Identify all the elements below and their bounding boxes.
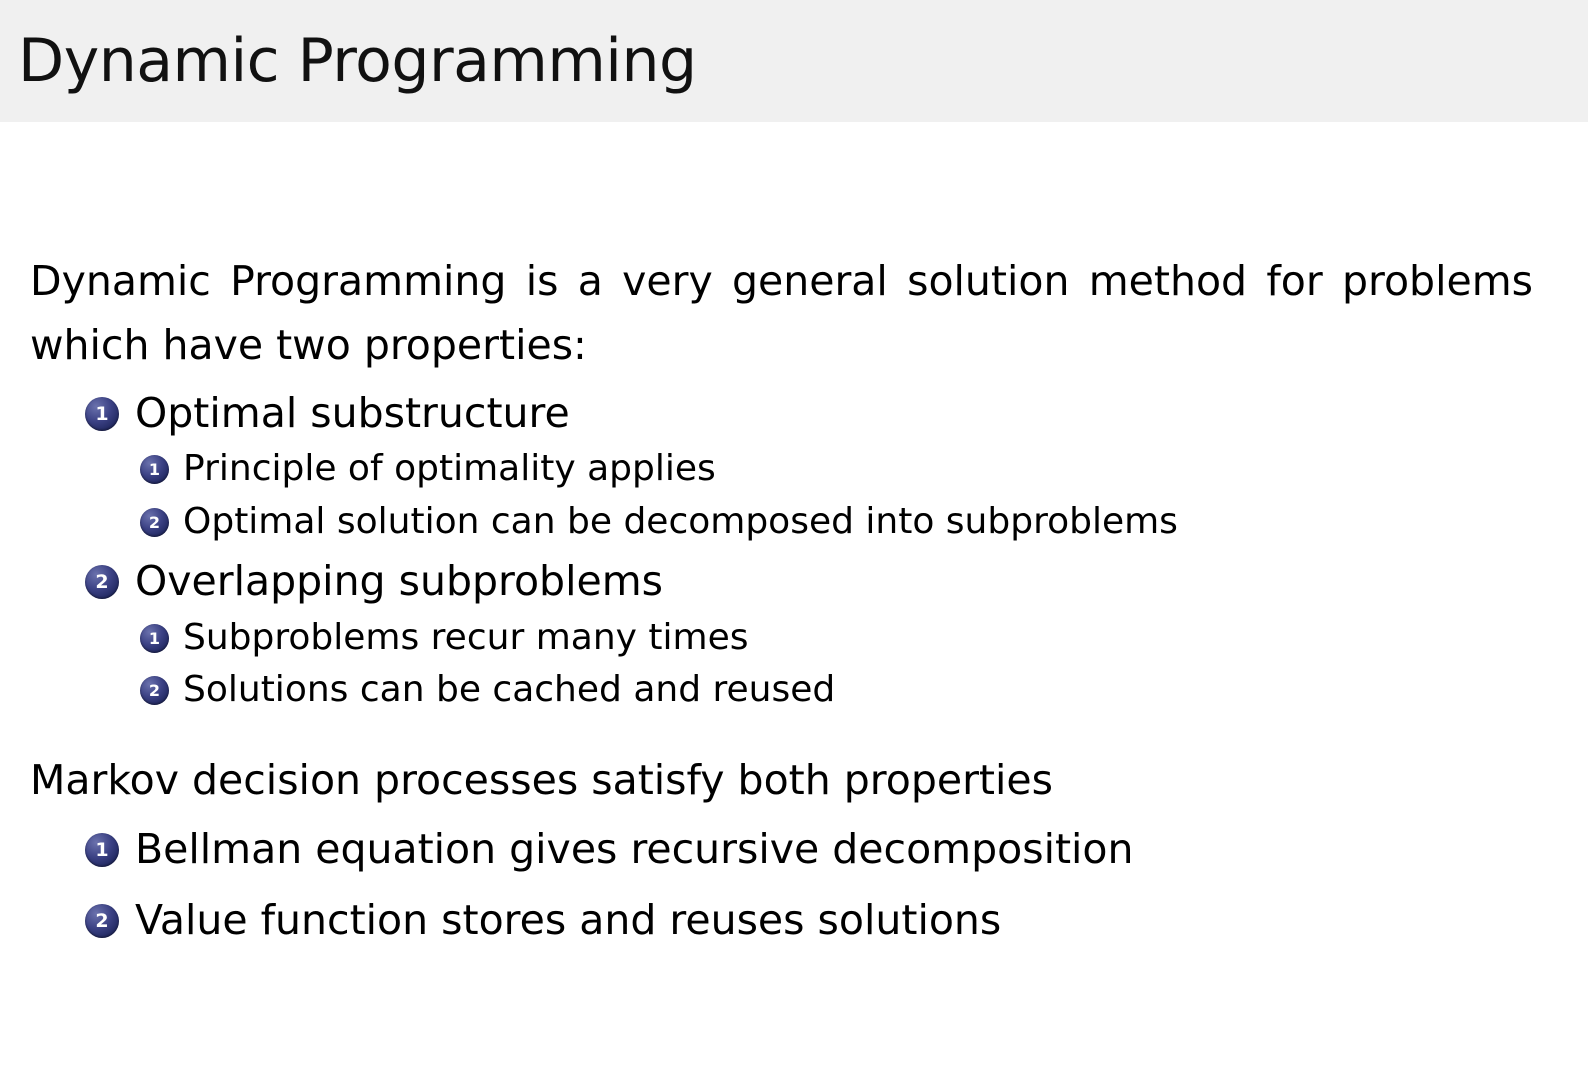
mdp-paragraph: Markov decision processes satisfy both properties xyxy=(30,756,1053,805)
page-title: Dynamic Programming xyxy=(18,25,697,96)
numbered-bullet-icon: 2 xyxy=(85,904,119,938)
sub-list xyxy=(30,613,1533,716)
numbered-bullet-icon: 1 xyxy=(85,833,119,867)
numbered-bullet-icon: 1 xyxy=(85,397,119,431)
list-item-label: Bellman equation gives recursive decomposition xyxy=(135,824,1134,873)
slide-title-bar xyxy=(0,0,1588,122)
list-item-label: Subproblems recur many times xyxy=(183,616,749,658)
properties-list xyxy=(30,385,1533,715)
list-item-label: Solutions can be cached and reused xyxy=(183,669,836,711)
list-item xyxy=(140,497,1533,547)
intro-paragraph: Dynamic Programming is a very general solution method for problems which have two properties: xyxy=(30,257,1533,369)
list-item-label: Principle of optimality applies xyxy=(183,448,716,490)
list-item xyxy=(140,444,1533,494)
numbered-bullet-icon: 2 xyxy=(140,676,169,705)
list-item xyxy=(85,553,1533,610)
sub-list xyxy=(30,444,1533,547)
list-item-label: Value function stores and reuses solutions xyxy=(135,896,1002,945)
list-item xyxy=(85,821,1533,878)
list-item-label: Optimal solution can be decomposed into subproblems xyxy=(183,500,1178,542)
list-item xyxy=(140,613,1533,663)
list-item xyxy=(140,665,1533,715)
numbered-bullet-icon: 2 xyxy=(85,565,119,599)
numbered-bullet-icon: 1 xyxy=(140,624,169,653)
list-item-label: Optimal substructure xyxy=(135,389,570,438)
list-item xyxy=(85,385,1533,442)
mdp-points-list xyxy=(30,821,1533,950)
list-item-label: Overlapping subproblems xyxy=(135,557,663,606)
slide-body xyxy=(0,122,1588,950)
numbered-bullet-icon: 2 xyxy=(140,508,169,537)
numbered-bullet-icon: 1 xyxy=(140,455,169,484)
list-item xyxy=(85,892,1533,949)
